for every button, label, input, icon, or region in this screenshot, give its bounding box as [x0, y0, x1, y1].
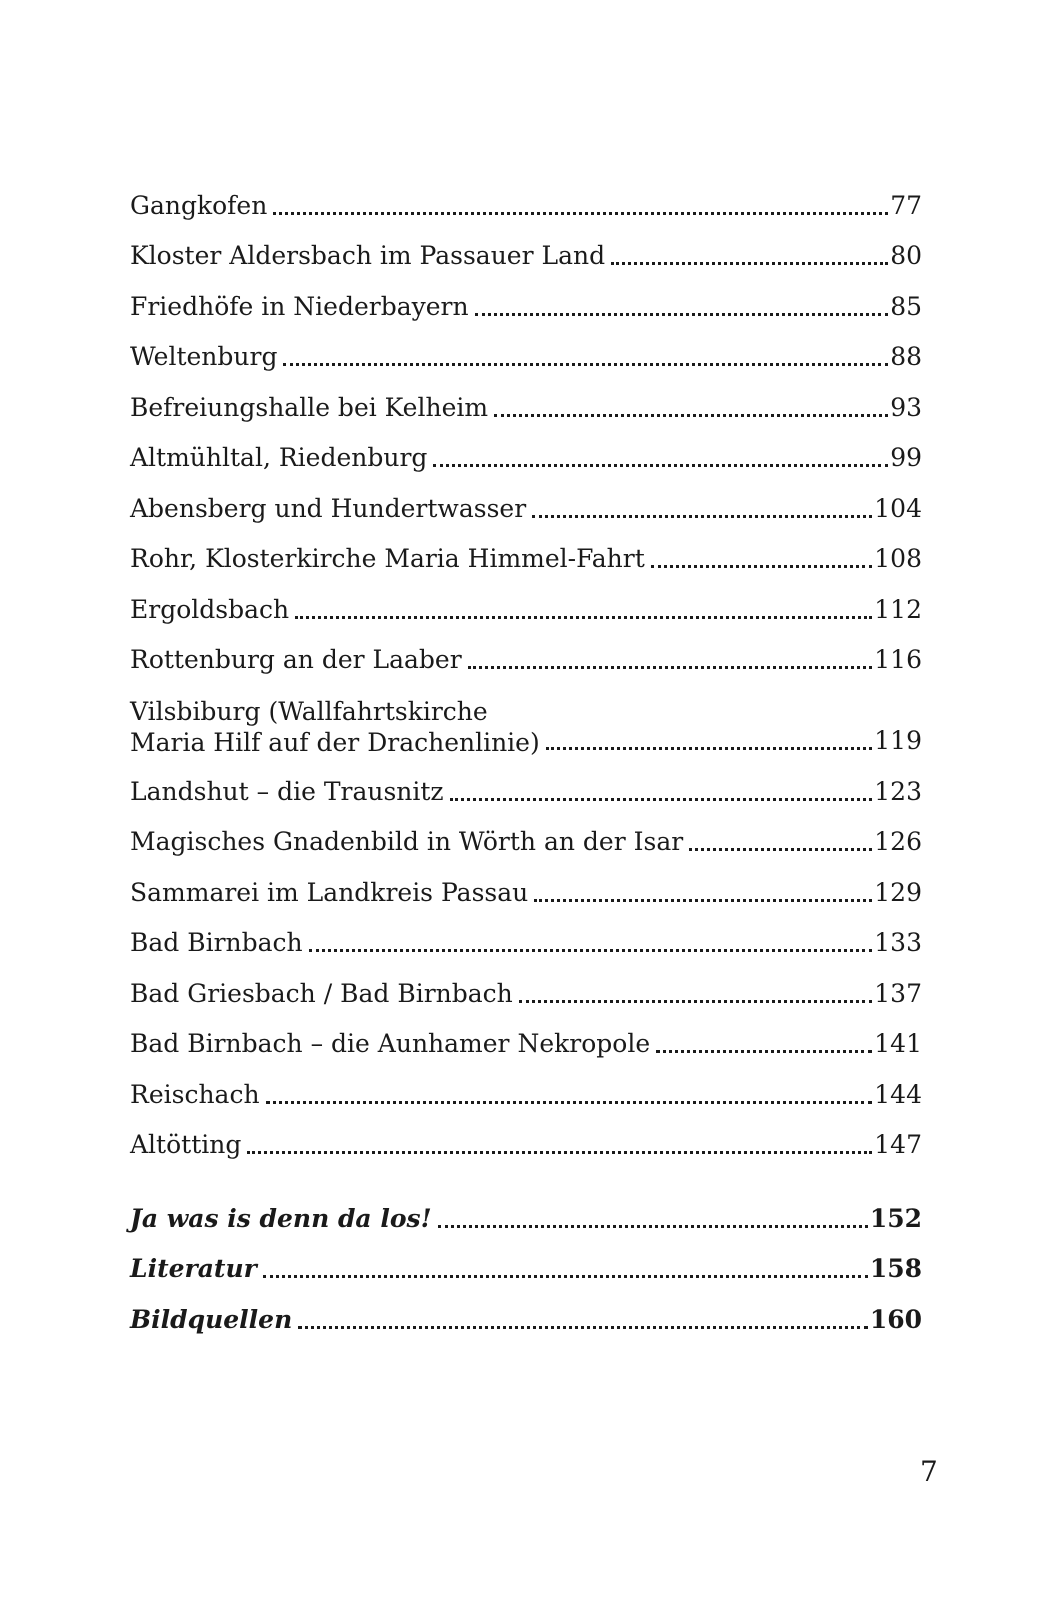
toc-entry — [130, 1118, 922, 1169]
toc-entry-page: 137 — [874, 978, 922, 1008]
toc-entry-page: 112 — [874, 594, 922, 624]
dot-leader — [468, 666, 873, 669]
dot-leader — [273, 212, 888, 215]
toc-entry-page: 158 — [869, 1254, 922, 1283]
toc-entry-title: Abensberg und Hundertwasser — [130, 493, 527, 523]
toc-entry-title: Magisches Gnadenbild in Wörth an der Isar — [130, 827, 684, 856]
toc-entry-page: 147 — [874, 1130, 922, 1159]
toc-entry — [130, 815, 922, 866]
toc-entry — [130, 431, 922, 482]
toc-entry — [130, 683, 922, 764]
dot-leader — [494, 414, 888, 417]
toc-entry-title: Bad Birnbach – die Aunhamer Nekropole — [130, 1029, 651, 1058]
table-of-contents — [130, 178, 922, 1343]
toc-entry-title: Rottenburg an der Laaber — [130, 645, 462, 674]
toc-entry-page: 99 — [890, 443, 922, 472]
toc-entry-page: 129 — [874, 877, 922, 907]
toc-entry-page: 160 — [869, 1304, 922, 1334]
dot-leader — [283, 363, 888, 366]
dot-leader — [651, 565, 873, 568]
toc-entry — [130, 764, 922, 815]
dot-leader — [475, 313, 889, 316]
toc-entry-title: Weltenburg — [130, 342, 278, 371]
dot-leader — [295, 616, 872, 619]
dot-leader — [689, 848, 872, 851]
dot-leader — [309, 949, 873, 952]
dot-leader — [266, 1101, 873, 1104]
dot-leader — [532, 515, 872, 518]
toc-entry — [130, 532, 922, 583]
dot-leader — [263, 1275, 868, 1278]
toc-entry-page: 93 — [890, 392, 922, 422]
dot-leader — [519, 1000, 873, 1003]
toc-entry-page: 126 — [874, 827, 922, 856]
toc-entry-title: Ergoldsbach — [130, 594, 290, 624]
dot-leader — [438, 1225, 868, 1228]
toc-entry-title: Landshut – die Trausnitz — [130, 776, 444, 806]
toc-entry-title: Altmühltal, Riedenburg — [130, 443, 428, 472]
toc-entry-title: Ja was is denn da los! — [130, 1203, 432, 1233]
toc-entry-title: Rohr, Klosterkirche Maria Himmel-Fahrt — [130, 544, 645, 573]
toc-entry-page: 108 — [874, 544, 922, 573]
toc-entry-page: 85 — [890, 291, 922, 321]
toc-entry-page: 116 — [874, 645, 922, 674]
toc-entry-page: 88 — [890, 342, 922, 371]
toc-entry-title: Gangkofen — [130, 190, 268, 220]
toc-entry — [130, 966, 922, 1017]
toc-entry — [130, 1067, 922, 1118]
dot-leader — [433, 464, 888, 467]
toc-entry-title-line: Vilsbiburg (Wallfahrtskirche — [130, 697, 488, 726]
dot-leader — [450, 798, 873, 801]
toc-entry-page: 119 — [874, 726, 922, 755]
toc-entry — [130, 481, 922, 532]
toc-entry — [130, 633, 922, 684]
toc-entry-page: 141 — [874, 1029, 922, 1058]
toc-entry — [130, 178, 922, 229]
toc-entry-page: 77 — [890, 190, 922, 220]
toc-entry-title: Sammarei im Landkreis Passau — [130, 877, 529, 907]
toc-back-matter-entry — [130, 1242, 922, 1293]
toc-entry-title: Bad Birnbach — [130, 928, 303, 957]
toc-back-matter-entry — [130, 1191, 922, 1242]
dot-leader — [546, 747, 873, 750]
toc-entry — [130, 865, 922, 916]
toc-entry-title-line: Maria Hilf auf der Drachenlinie) — [130, 728, 540, 757]
toc-entry-title: Reischach — [130, 1079, 260, 1109]
toc-entry — [130, 916, 922, 967]
toc-entry-title: Bad Griesbach / Bad Birnbach — [130, 978, 513, 1008]
toc-entry — [130, 582, 922, 633]
dot-leader — [611, 262, 888, 265]
toc-entry-page: 133 — [874, 928, 922, 957]
toc-entry — [130, 229, 922, 280]
dot-leader — [534, 899, 872, 902]
toc-entry-page: 104 — [874, 493, 922, 523]
page-number: 7 — [920, 1455, 938, 1488]
toc-entry-page: 80 — [890, 241, 922, 270]
toc-entry-title: Bildquellen — [130, 1304, 293, 1334]
dot-leader — [247, 1151, 872, 1154]
toc-back-matter-entry — [130, 1292, 922, 1343]
toc-entry — [130, 330, 922, 381]
toc-entry — [130, 279, 922, 330]
toc-entry-page: 152 — [869, 1203, 922, 1233]
toc-entry — [130, 380, 922, 431]
toc-entry-title: Kloster Aldersbach im Passauer Land — [130, 241, 606, 270]
dot-leader — [298, 1326, 868, 1329]
toc-entry-title: Befreiungshalle bei Kelheim — [130, 392, 489, 422]
toc-entry — [130, 1017, 922, 1068]
dot-leader — [656, 1050, 872, 1053]
toc-entry-page: 123 — [874, 776, 922, 806]
toc-entry-title — [130, 696, 540, 764]
toc-entry-title: Altötting — [130, 1130, 242, 1159]
toc-entry-page: 144 — [874, 1079, 922, 1109]
toc-entry-title: Friedhöfe in Niederbayern — [130, 291, 469, 321]
toc-entry-title: Literatur — [130, 1254, 257, 1283]
